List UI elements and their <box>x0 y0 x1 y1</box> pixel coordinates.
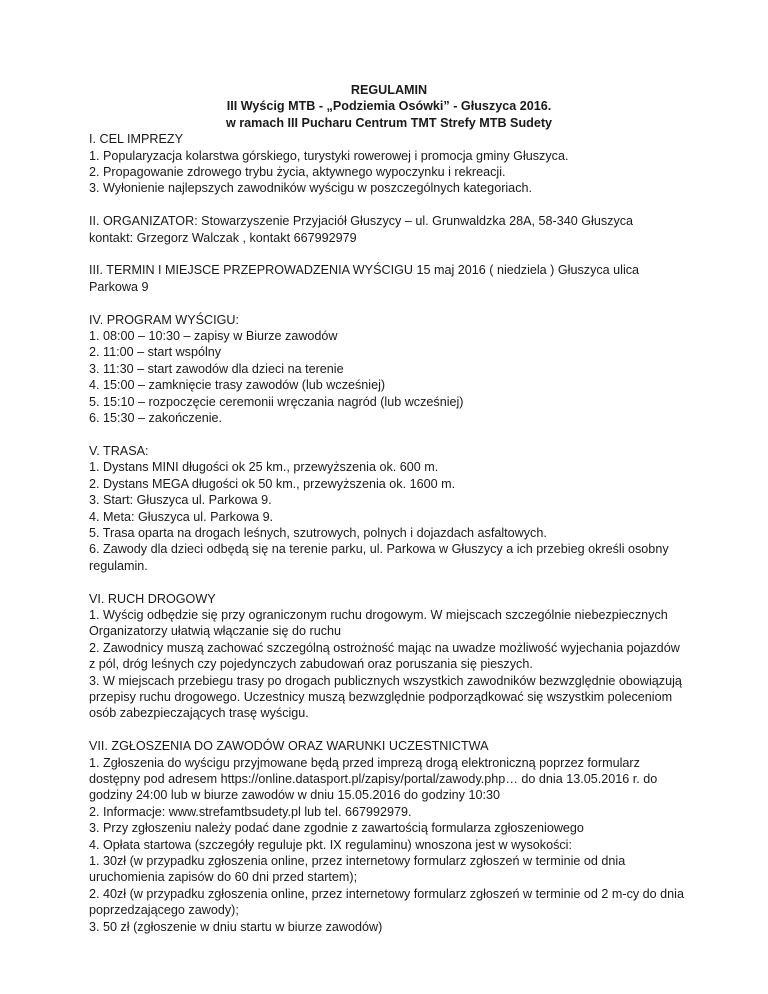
program-item: 1. 08:00 – 10:30 – zapisy w Biurze zawodów <box>89 329 338 344</box>
document-title: REGULAMIN <box>350 83 428 97</box>
zgloszenia-item: 4. Opłata startowa (szczegóły reguluje pkt. IX regulaminu) wnoszona jest w wysokości: <box>89 837 572 852</box>
zgloszenia-item: 3. Przy zgłoszeniu należy podać dane zgodnie z zawartością formularza zgłoszeniowego <box>89 821 584 836</box>
trasa-item: 6. Zawody dla dzieci odbędą się na terenie parku, ul. Parkowa w Głuszycy a ich przebieg określi osobny regulamin. <box>89 542 669 573</box>
fee-item: 2. 40zł (w przypadku zgłoszenia online, przez internetowy formularz zgłoszeń w terminie od 2 m-cy do dnia poprzedzającego zawody); <box>89 886 684 918</box>
organizator-contact: kontakt: Grzegorz Walczak , kontakt 667992979 <box>89 230 357 245</box>
trasa-item: 3. Start: Głuszyca ul. Parkowa 9. <box>89 493 272 508</box>
section-heading-zgloszenia: VII. ZGŁOSZENIA DO ZAWODÓW ORAZ WARUNKI UCZESTNICTWA <box>89 739 489 754</box>
ruch-item: 1. Wyścig odbędzie się przy ograniczonym ruchu drogowym. W miejscach szczególnie niebezpiecznych Organizatorzy ułatwią włączanie się do ruchu <box>89 607 668 639</box>
cel-item: 3. Wyłonienie najlepszych zawodników wyścigu w poszczególnych kategoriach. <box>89 181 532 196</box>
cel-item: 2. Propagowanie zdrowego trybu życia, aktywnego wypoczynku i rekreacji. <box>89 165 506 180</box>
section-organizator: II. ORGANIZATOR: Stowarzyszenie Przyjaciół Głuszycy – ul. Grunwaldzka 28A, 58-340 Głuszyca <box>89 214 634 229</box>
program-item: 2. 11:00 – start wspólny <box>89 345 222 360</box>
trasa-item: 1. Dystans MINI długości ok 25 km., przewyższenia ok. 600 m. <box>89 460 439 475</box>
program-item: 5. 15:10 – rozpoczęcie ceremonii wręczania nagród (lub wcześniej) <box>89 394 464 409</box>
trasa-item: 4. Meta: Głuszyca ul. Parkowa 9. <box>89 509 274 524</box>
section-heading-program: IV. PROGRAM WYŚCIGU: <box>89 312 239 327</box>
program-item: 4. 15:00 – zamknięcie trasy zawodów (lub wcześniej) <box>89 378 386 393</box>
program-item: 6. 15:30 – zakończenie. <box>89 411 223 426</box>
trasa-item: 2. Dystans MEGA długości ok 50 km., przewyższenia ok. 1600 m. <box>89 476 456 491</box>
series-name: w ramach III Pucharu Centrum TMT Strefy MTB Sudety <box>225 115 553 130</box>
section-termin: III. TERMIN I MIEJSCE PRZEPROWADZENIA WYŚCIGU 15 maj 2016 ( niedziela ) Głuszyca ulica Parkowa 9 <box>89 263 640 294</box>
zgloszenia-item: 2. Informacje: www.strefamtbsudety.pl lub tel. 667992979. <box>89 804 412 819</box>
section-heading-trasa: V. TRASA: <box>89 443 149 458</box>
cel-item: 1. Popularyzacja kolarstwa górskiego, turystyki rowerowej i promocja gminy Głuszyca. <box>89 148 569 163</box>
event-name: III Wyścig MTB - „Podziemia Osówki” - Głuszyca 2016. <box>226 99 552 114</box>
fee-item: 3. 50 zł (zgłoszenie w dniu startu w biurze zawodów) <box>89 919 383 934</box>
trasa-item: 5. Trasa oparta na drogach leśnych, szutrowych, polnych i dojazdach asfaltowych. <box>89 525 547 540</box>
section-heading-ruch: VI. RUCH DROGOWY <box>89 591 216 606</box>
fee-item: 1. 30zł (w przypadku zgłoszenia online, przez internetowy formularz zgłoszeń w terminie od dnia uruchomienia zapisów do 60 dni przed startem); <box>89 854 626 885</box>
program-item: 3. 11:30 – start zawodów dla dzieci na terenie <box>89 361 344 376</box>
zgloszenia-item: 1. Zgłoszenia do wyścigu przyjmowane będą przed imprezą drogą elektroniczną poprzez formularz dostępny pod adresem https://online.datasport.pl/zapisy/portal/zawody.php… do dnia 13.05.2016 r. do godziny 24:00 lub w biurze zawodów w dniu 15.05.2016 do godziny 10:30 <box>89 755 658 803</box>
regulamin-document <box>89 82 689 935</box>
ruch-item: 3. W miejscach przebiegu trasy po drogach publicznych wszystkich zawodników bezwzględnie obowiązują przepisy ruchu drogowego. Uczestnicy muszą bezwzględnie podporządkować się wszystkim poleceniom osób zabezpieczających trasę wyścigu. <box>89 673 682 721</box>
section-heading-cel: I. CEL IMPREZY <box>89 132 184 147</box>
ruch-item: 2. Zawodnicy muszą zachować szczególną ostrożność mając na uwadze możliwość wyjechania pojazdów z pól, dróg leśnych czy pojedynczych zabudowań oraz poruszania się pieszych. <box>89 640 680 672</box>
